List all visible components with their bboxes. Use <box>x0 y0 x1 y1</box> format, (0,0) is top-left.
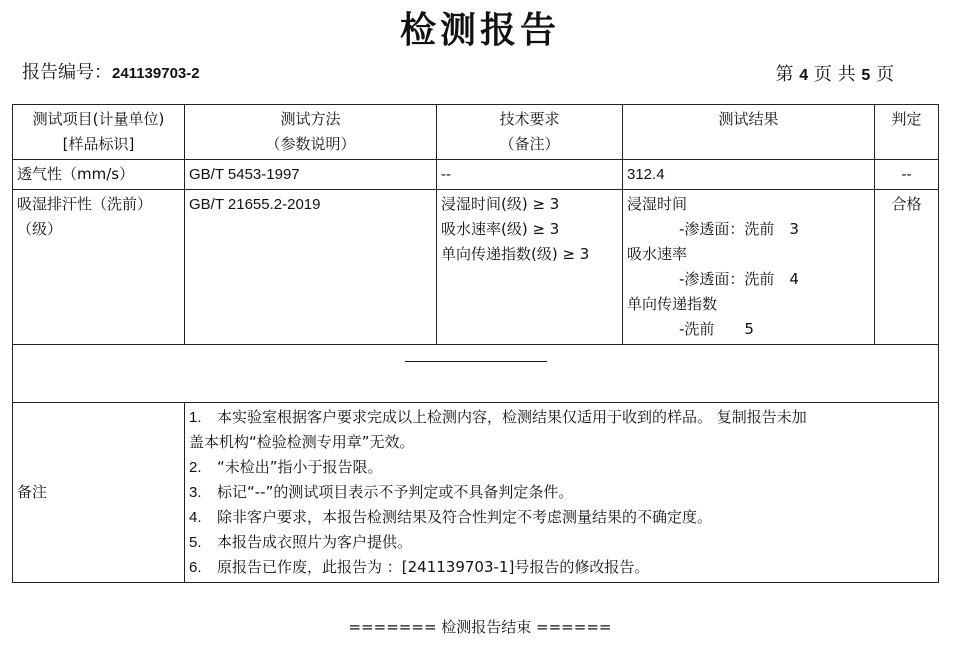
table-header-row <box>13 105 939 160</box>
notes-label: 备注 <box>13 403 185 583</box>
table-row-air-permeability <box>13 160 939 190</box>
page-current: 4 <box>799 67 809 84</box>
row2-result-line: -渗透面：洗前 4 <box>679 270 799 288</box>
row2-item <box>13 190 185 345</box>
note-item <box>189 530 934 555</box>
header-method-line2: （参数说明） <box>265 135 356 153</box>
note-item <box>189 405 934 430</box>
header-req-line2: （备注） <box>499 135 560 153</box>
row2-requirement <box>437 190 623 345</box>
row2-judge: 合格 <box>875 190 939 345</box>
note-index: 4. <box>189 509 202 526</box>
page-mid: 页 共 <box>813 64 856 85</box>
note-item <box>189 480 934 505</box>
row2-result-line: -渗透面：洗前 3 <box>679 220 799 238</box>
row2-result-line: 单向传递指数 <box>627 295 718 313</box>
note-index: 2. <box>189 459 202 476</box>
note-item <box>189 430 934 455</box>
note-text: 本报告成衣照片为客户提供。 <box>217 533 413 551</box>
header-item <box>13 105 185 160</box>
header-judge-text: 判定 <box>891 110 922 128</box>
note-text: 原报告已作废，此报告为 ：[241139703-1]号报告的修改报告。 <box>217 558 650 576</box>
header-result <box>623 105 875 160</box>
page-total: 5 <box>861 67 871 84</box>
header-item-line2: [样品标识] <box>62 135 135 153</box>
test-result-table <box>12 104 939 583</box>
report-number <box>22 58 200 84</box>
note-index: 1. <box>189 409 202 426</box>
row2-item-line1: 吸湿排汗性（洗前） <box>17 195 153 213</box>
table-row-notes <box>13 403 939 583</box>
note-text: 盖本机构“检验检测专用章”无效。 <box>189 433 415 451</box>
note-text: “未检出”指小于报告限。 <box>217 458 383 476</box>
note-index: 5. <box>189 534 202 551</box>
row2-method: GB/T 21655.2-2019 <box>185 190 437 345</box>
header-method-line1: 测试方法 <box>280 110 341 128</box>
note-item <box>189 555 934 580</box>
header-result-text: 测试结果 <box>718 110 779 128</box>
header-method <box>185 105 437 160</box>
header-item-line1: 测试项目(计量单位) <box>32 110 165 128</box>
page-prefix: 第 <box>775 64 794 85</box>
row2-item-line2: （级） <box>17 220 63 238</box>
row1-method: GB/T 5453-1997 <box>185 160 437 190</box>
row2-result-line: -洗前 5 <box>679 320 754 338</box>
separator-line <box>405 361 547 362</box>
report-number-label: 报告编号： <box>22 62 112 83</box>
note-item <box>189 455 934 480</box>
row1-result: 312.4 <box>623 160 875 190</box>
row2-result-line: 浸湿时间 <box>627 195 688 213</box>
row2-result-line: 吸水速率 <box>627 245 688 263</box>
table-row-moisture-wicking <box>13 190 939 345</box>
page-indicator <box>776 60 894 86</box>
row2-req-line: 浸湿时间(级) ≥ 3 <box>441 195 560 213</box>
note-text: 标记“--”的测试项目表示不予判定或不具备判定条件。 <box>217 483 574 501</box>
note-text: 除非客户要求，本报告检测结果及符合性判定不考虑测量结果的不确定度。 <box>217 508 713 526</box>
note-index: 3. <box>189 484 202 501</box>
row2-req-line: 单向传递指数(级) ≥ 3 <box>441 245 590 263</box>
row1-item: 透气性（mm/s） <box>13 160 185 190</box>
report-title: 检测报告 <box>399 9 560 51</box>
note-text: 本实验室根据客户要求完成以上检测内容，检测结果仅适用于收到的样品。 复制报告未加 <box>217 408 807 426</box>
notes-content <box>185 403 939 583</box>
page-suffix: 页 <box>876 64 894 85</box>
note-item <box>189 505 934 530</box>
report-end-marker: ======= 检测报告结束 ====== <box>348 618 612 636</box>
header-requirement <box>437 105 623 160</box>
note-index: 6. <box>189 559 202 576</box>
separator-cell <box>13 345 939 403</box>
row1-requirement: -- <box>437 160 623 190</box>
table-row-separator <box>13 345 939 403</box>
header-judge <box>875 105 939 160</box>
row2-req-line: 吸水速率(级) ≥ 3 <box>441 220 560 238</box>
header-req-line1: 技术要求 <box>499 110 560 128</box>
row2-result <box>623 190 875 345</box>
report-number-value: 241139703-2 <box>112 65 200 82</box>
row1-judge: -- <box>875 160 939 190</box>
